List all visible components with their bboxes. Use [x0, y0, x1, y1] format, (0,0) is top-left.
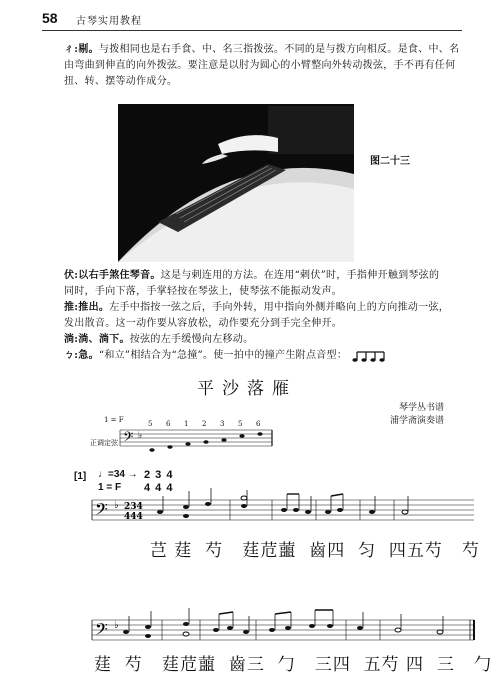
technique-text: “和立”相结合为“急撞”。使一拍中的撞产生附点音型：: [98, 350, 348, 361]
svg-text:♭: ♭: [114, 620, 119, 631]
technique-text: 左手中指按一弦之后，手向外转，用中指向外侧并略向上的方向推动一弦，: [109, 302, 450, 313]
svg-text:♭: ♭: [138, 431, 143, 441]
credit-performer: 浦学斋演奏谱: [389, 416, 444, 426]
tuning-number: 1: [184, 420, 189, 428]
tuning-number: 6: [166, 420, 171, 428]
svg-text:234: 234: [124, 502, 143, 512]
credit-source: 琴学丛书谱: [398, 403, 444, 413]
tuning-number: 5: [148, 420, 153, 428]
svg-text:𝄢: 𝄢: [123, 429, 134, 448]
technique-text: 这是与剌连用的方法。在连用“剌伏”时，手指伸开触到琴弦的: [160, 270, 440, 281]
intro-line: 扭、转、摆等动作成分。: [64, 76, 178, 87]
svg-text:♭: ♭: [114, 500, 119, 511]
tuning-number: 6: [256, 420, 261, 428]
tempo-mark: ♩=34 →: [98, 469, 138, 480]
figure-label: 图二十三: [370, 156, 410, 167]
tuning-number: 5: [238, 420, 243, 428]
intro-term: ㄔ:剔。: [64, 44, 99, 55]
piece-title: 平沙落雁: [197, 379, 297, 399]
system2-staff: [92, 619, 474, 643]
tuning-staff: [120, 429, 272, 448]
system-key: 1 = F: [98, 482, 122, 493]
jianzi-notation-1: 芑 莛 芍 莛苊蘁 齒四 匀 四五芍 芍: [150, 541, 481, 561]
technique-text: 同时，手向下落，手掌轻按在琴弦上，使琴弦不能振动发声。: [64, 286, 343, 297]
tuning-number: 2: [202, 420, 207, 428]
system2-notes: [123, 608, 443, 638]
page-number: 58: [42, 10, 58, 26]
system1-notes: [157, 488, 408, 518]
intro-line: 由弯曲到伸直的向外拨弦。要注意是以肘为圆心的小臂整向外转动拨弦，手不再有任何: [64, 60, 456, 71]
technique-term: 推:推出。: [64, 302, 110, 313]
tuning-numbers: [148, 420, 272, 430]
tuning-label: 正调定弦: [90, 439, 118, 447]
svg-text:𝄢: 𝄢: [95, 619, 108, 643]
book-title: 古琴实用教程: [76, 16, 142, 27]
time-signature-bottom: 4 4 4: [144, 482, 174, 494]
technique-text: 按弦的左手缓慢向左移动。: [129, 334, 254, 345]
time-signature-top: 2 3 4: [144, 469, 174, 481]
svg-text:444: 444: [124, 512, 143, 522]
technique-term: ㄅ:急。: [64, 350, 99, 361]
svg-text:𝄢: 𝄢: [95, 499, 108, 523]
technique-text: 发出散音。这一动作要从容放松，动作要充分到手完全伸开。: [64, 318, 343, 329]
tuning-number: 3: [220, 420, 225, 428]
intro-line: 与拨相同也是右手食、中、名三指拨弦。不同的是与拨方向相反。是食、中、名: [98, 44, 460, 55]
technique-term: 伏:以右手煞住琴音。: [64, 270, 161, 281]
tuning-key: 1 = F: [104, 416, 124, 424]
technique-term: 淌:淌、淌下。: [64, 334, 130, 345]
jianzi-notation-2: 莛 芍 莛苊蘁 齒三 勹 三四 五芍 四 三 勹: [94, 655, 493, 675]
section-marker: [1]: [74, 471, 87, 482]
